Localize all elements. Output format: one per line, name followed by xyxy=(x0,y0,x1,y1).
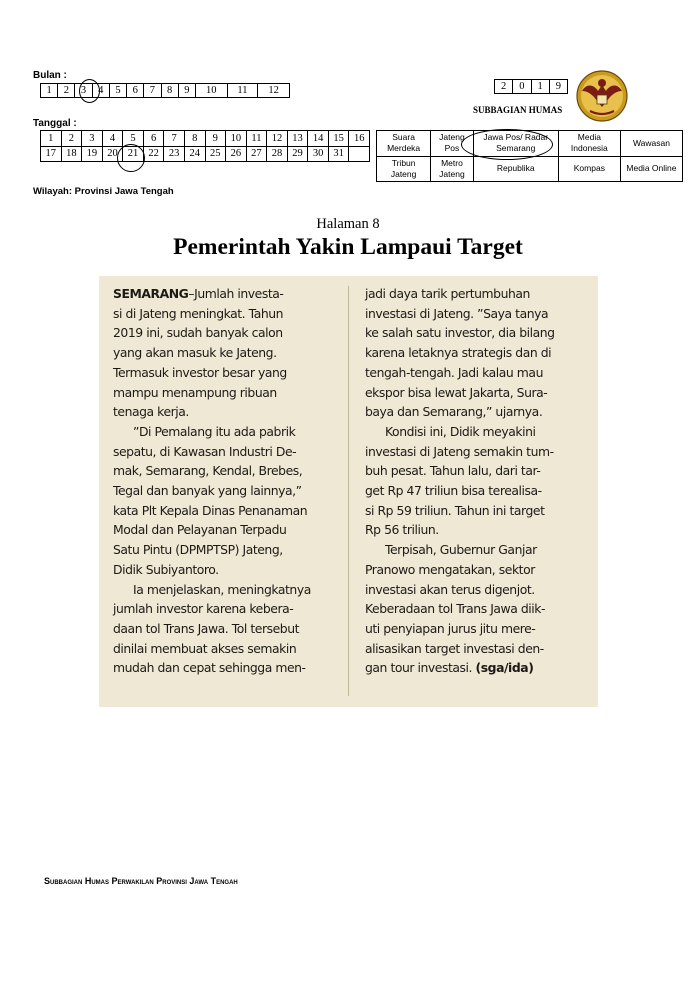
dateline: SEMARANG xyxy=(113,286,189,301)
article-line: Satu Pintu (DPMPTSP) Jateng, xyxy=(113,542,283,558)
year-cell: 9 xyxy=(549,80,567,94)
article-line-text: gan tour investasi. xyxy=(365,660,476,676)
article-line: dinilai membuat akses semakin xyxy=(113,640,297,656)
year-cell: 1 xyxy=(531,80,549,94)
tanggal-selected-circle xyxy=(117,144,145,172)
tanggal-cell: 23 xyxy=(164,146,185,162)
bulan-cell: 3 xyxy=(75,84,92,98)
tanggal-cell: 20 xyxy=(102,146,123,162)
tanggal-cell: 13 xyxy=(287,131,308,147)
article-line: Tegal dan banyak yang lainnya,” xyxy=(113,483,302,499)
tanggal-cell: 4 xyxy=(102,131,123,147)
tanggal-cell: 25 xyxy=(205,146,226,162)
tanggal-cell: 14 xyxy=(308,131,329,147)
bulan-selected-circle xyxy=(79,79,100,103)
tanggal-cell: 10 xyxy=(226,131,247,147)
article-line: investasi di Jateng. ”Saya tanya xyxy=(365,305,549,321)
article-line-text: –Jumlah investa- xyxy=(188,286,284,301)
tanggal-cell: 8 xyxy=(184,131,205,147)
article-line: sepatu, di Kawasan Industri De- xyxy=(113,443,297,459)
article-line: Keberadaan tol Trans Jawa diik- xyxy=(365,601,546,617)
bulan-table xyxy=(40,83,290,98)
tanggal-cell: 3 xyxy=(82,131,103,147)
column-divider xyxy=(348,286,349,696)
tanggal-cell: 18 xyxy=(61,146,82,162)
media-jawa-pos: Jawa Pos/ Radar Semarang xyxy=(473,131,558,157)
tanggal-cell: 7 xyxy=(164,131,185,147)
tanggal-cell: 5 xyxy=(123,131,144,147)
article-line: Didik Subiyantoro. xyxy=(113,561,219,577)
tanggal-label: Tanggal : xyxy=(33,118,77,129)
media-republika: Republika xyxy=(473,156,558,182)
article-line: mampu menampung ribuan xyxy=(113,384,277,400)
article-line: daan tol Trans Jawa. Tol tersebut xyxy=(113,620,299,636)
bulan-cell: 4 xyxy=(92,84,109,98)
wilayah-label: Wilayah: Provinsi Jawa Tengah xyxy=(33,186,174,197)
tanggal-cell: 17 xyxy=(41,146,62,162)
media-kompas: Kompas xyxy=(558,156,620,182)
media-metro-jateng: Metro Jateng xyxy=(431,156,473,182)
article-line: Ia menjelaskan, meningkatnya xyxy=(133,581,311,597)
tanggal-cell: 28 xyxy=(267,146,288,162)
bulan-cell: 2 xyxy=(58,84,75,98)
bulan-cell: 1 xyxy=(41,84,58,98)
article-line: si Rp 59 triliun. Tahun ini target xyxy=(365,502,545,518)
article-line: Kondisi ini, Didik meyakini xyxy=(385,423,536,439)
bulan-label: Bulan : xyxy=(33,70,67,81)
article-line: baya dan Semarang,” ujarnya. xyxy=(365,404,543,420)
article-line: Rp 56 triliun. xyxy=(365,522,439,538)
article-line: si di Jateng meningkat. Tahun xyxy=(113,305,284,321)
bulan-cell: 6 xyxy=(127,84,144,98)
article-line: alisasikan target investasi den- xyxy=(365,640,544,656)
article-line: Terpisah, Gubernur Ganjar xyxy=(385,542,537,558)
media-jateng-pos: Jateng Pos xyxy=(431,131,473,157)
article-line: tengah-tengah. Jadi kalau mau xyxy=(365,364,543,380)
article-title: Pemerintah Yakin Lampaui Target xyxy=(173,234,523,260)
tanggal-cell: 19 xyxy=(82,146,103,162)
tanggal-cell: 12 xyxy=(267,131,288,147)
tanggal-cell: 15 xyxy=(328,131,349,147)
tanggal-cell: 26 xyxy=(226,146,247,162)
article-line: ”Di Pemalang itu ada pabrik xyxy=(133,423,296,439)
footer-text: Subbagian Humas Perwakilan Provinsi Jawa Tengah xyxy=(44,876,238,886)
article-column-1 xyxy=(113,284,311,678)
article-line: buh pesat. Tahun lalu, dari tar- xyxy=(365,463,541,479)
bulan-cell: 9 xyxy=(178,84,195,98)
year-cell: 0 xyxy=(513,80,531,94)
article-line xyxy=(365,658,555,678)
tanggal-cell: 31 xyxy=(328,146,349,162)
article-line: jadi daya tarik pertumbuhan xyxy=(365,286,530,301)
article-line: mak, Semarang, Kendal, Brebes, xyxy=(113,463,303,479)
page-number: Halaman 8 xyxy=(316,216,380,232)
article-line: jumlah investor karena kebera- xyxy=(113,601,294,617)
bulan-cell: 11 xyxy=(227,84,258,98)
article-line: karena letaknya strategis dan di xyxy=(365,345,552,361)
bulan-cell: 10 xyxy=(195,84,227,98)
article-column-2 xyxy=(365,284,555,678)
article-line: ekspor bisa lewat Jakarta, Sura- xyxy=(365,384,548,400)
media-media-indonesia: Media Indonesia xyxy=(558,131,620,157)
article-line: investasi akan terus digenjot. xyxy=(365,581,535,597)
tanggal-cell: 9 xyxy=(205,131,226,147)
tanggal-cell: 6 xyxy=(143,131,164,147)
tanggal-cell: 16 xyxy=(349,131,370,147)
year-table xyxy=(494,79,568,94)
tanggal-cell: 11 xyxy=(246,131,267,147)
article-line: ke salah satu investor, dia bilang xyxy=(365,325,555,341)
media-online: Media Online xyxy=(620,156,682,182)
article-line: 2019 ini, sudah banyak calon xyxy=(113,325,283,341)
bulan-cell: 12 xyxy=(258,84,290,98)
article-line xyxy=(113,284,311,304)
media-tribun-jateng: Tribun Jateng xyxy=(377,156,431,182)
media-wawasan: Wawasan xyxy=(620,131,682,157)
bulan-cell: 7 xyxy=(144,84,161,98)
article-line: investasi di Jateng semakin tum- xyxy=(365,443,554,459)
tanggal-cell: 27 xyxy=(246,146,267,162)
year-cell: 2 xyxy=(495,80,513,94)
tanggal-cell: 21 xyxy=(123,146,144,162)
tanggal-cell xyxy=(349,146,370,162)
tanggal-cell: 1 xyxy=(41,131,62,147)
bulan-cell: 8 xyxy=(161,84,178,98)
article-line: get Rp 47 triliun bisa terealisa- xyxy=(365,483,542,499)
tanggal-cell: 29 xyxy=(287,146,308,162)
tanggal-cell: 24 xyxy=(184,146,205,162)
office-label: SUBBAGIAN HUMAS xyxy=(473,105,563,115)
signoff: (sga/ida) xyxy=(475,660,534,676)
media-suara-merdeka: Suara Merdeka xyxy=(377,131,431,157)
article-line: yang akan masuk ke Jateng. xyxy=(113,345,277,361)
media-selected-ellipse xyxy=(461,129,553,160)
tanggal-cell: 22 xyxy=(143,146,164,162)
garuda-emblem-icon xyxy=(576,69,628,123)
article-line: kata Plt Kepala Dinas Penanaman xyxy=(113,502,308,518)
article-line: Modal dan Pelayanan Terpadu xyxy=(113,522,287,538)
article-line: mudah dan cepat sehingga men- xyxy=(113,660,306,676)
article-line: Termasuk investor besar yang xyxy=(113,364,287,380)
article-line: uti penyiapan jurus jitu mere- xyxy=(365,620,536,636)
tanggal-cell: 2 xyxy=(61,131,82,147)
bulan-cell: 5 xyxy=(109,84,126,98)
tanggal-table xyxy=(40,130,370,162)
newspaper-clipping xyxy=(99,276,598,707)
article-line: Pranowo mengatakan, sektor xyxy=(365,561,535,577)
tanggal-cell: 30 xyxy=(308,146,329,162)
article-line: tenaga kerja. xyxy=(113,404,189,420)
